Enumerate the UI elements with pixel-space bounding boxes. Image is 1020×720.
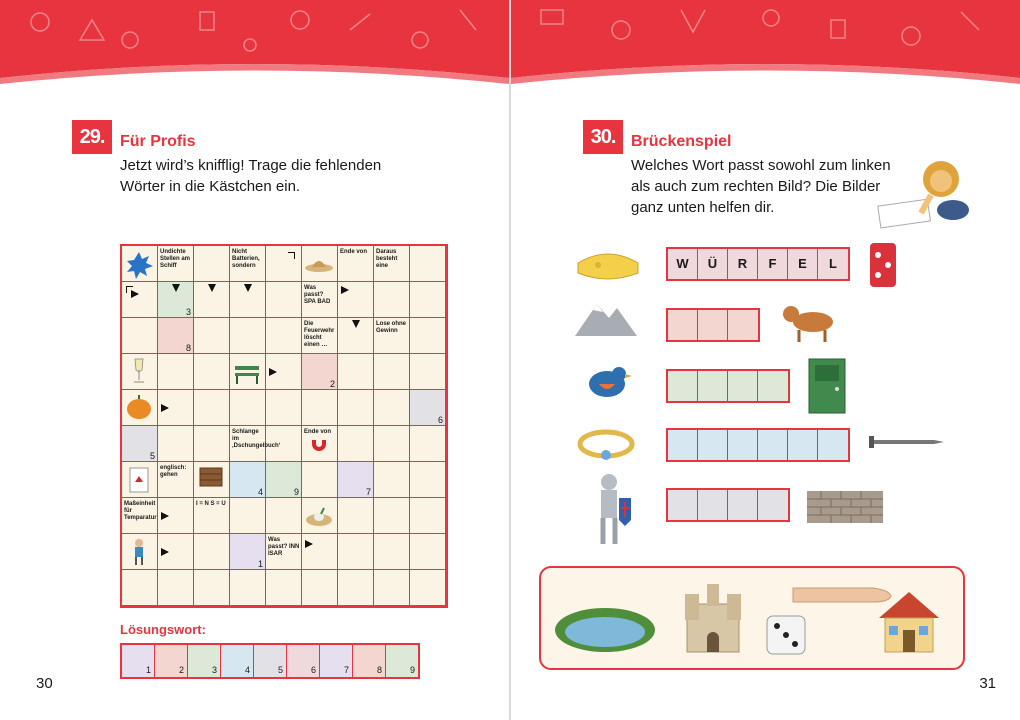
crossword-cell[interactable] [266,354,302,390]
crossword-cell[interactable] [410,354,446,390]
crossword-cell[interactable] [338,534,374,570]
header-banner [0,0,509,130]
crossword-cell[interactable] [410,570,446,606]
nail-icon [867,432,947,452]
letter-box: Ü [698,249,728,279]
crossword-cell[interactable] [410,534,446,570]
crossword-cell[interactable] [410,498,446,534]
solution-box[interactable]: 2 [155,645,188,677]
crossword-clue: Ende von [302,426,338,462]
crossword-clue: Undichte Stellen am Schiff [158,246,194,282]
dog-icon [773,296,848,346]
bridge-word-row [666,369,790,403]
crossword-picture-cell [122,534,158,570]
solution-box[interactable]: 8 [353,645,386,677]
crossword-cell[interactable] [374,534,410,570]
crossword-clue: Maßeinheit für Temparatur [122,498,158,534]
crossword-cell[interactable] [194,246,230,282]
crossword-cell[interactable] [158,534,194,570]
solution-box[interactable]: 5 [254,645,287,677]
crossword-cell[interactable] [266,426,302,462]
task-title: Für Profis [120,133,196,150]
letter-box[interactable] [668,371,698,401]
ink-splash-icon [122,246,156,280]
bridge-word-row [666,488,790,522]
letter-box[interactable] [818,430,848,460]
pumpkin-icon [122,390,156,424]
hat-icon [302,246,336,280]
crossword-picture-cell [122,390,158,426]
crossword-cell[interactable] [194,570,230,606]
crossword-cell[interactable] [122,282,158,318]
bird-icon [581,358,636,410]
crossword-cell[interactable] [338,390,374,426]
letter-box: L [818,249,848,279]
crossword-clue: I = N S = U [194,498,230,534]
solution-box[interactable]: 1 [122,645,155,677]
crossword-cell[interactable] [266,318,302,354]
page-number: 30 [36,675,53,692]
page-number: 31 [979,675,996,692]
crossword-cell[interactable] [374,354,410,390]
crossword-cell[interactable] [194,390,230,426]
crossword-cell[interactable] [230,570,266,606]
crossword-clue: Nicht Batterien, sondern [230,246,266,282]
letter-box[interactable] [698,430,728,460]
solution-box[interactable]: 4 [221,645,254,677]
solution-box[interactable]: 7 [320,645,353,677]
crossword-cell[interactable] [230,282,266,318]
cheese-icon [573,243,643,283]
crossword-picture-cell [194,462,230,498]
task-number-29: 29. [72,120,112,154]
crossword-cell[interactable] [194,282,230,318]
crossword-cell[interactable] [302,534,338,570]
task-instruction-line3: ganz unten helfen dir. [631,199,775,216]
crate-icon [194,462,228,496]
solution-word-boxes [120,643,420,679]
letter-box[interactable] [698,490,728,520]
crossword-cell[interactable] [266,390,302,426]
crossword-cell[interactable] [194,354,230,390]
crossword-cell[interactable]: 5 [122,426,158,462]
left-page [0,0,509,720]
letter-box: W [668,249,698,279]
crossword-cell[interactable] [374,390,410,426]
crossword-clue: englisch: gehen [158,462,194,498]
crossword-puzzle [120,244,448,608]
letter-box[interactable] [668,430,698,460]
crossword-cell[interactable] [266,246,302,282]
crossword-cell[interactable] [302,390,338,426]
crossword-cell[interactable] [410,282,446,318]
playing-card-icon [122,462,156,496]
castle-icon [681,576,746,656]
crossword-cell[interactable] [122,318,158,354]
task-title: Brückenspiel [631,133,732,150]
crossword-cell[interactable] [194,426,230,462]
task-instruction-line1: Welches Wort passt sowohl zum linken [631,157,891,174]
crossword-cell[interactable] [266,498,302,534]
crossword-cell[interactable] [338,498,374,534]
solution-label: Lösungswort: [120,622,206,637]
brick-wall-icon [806,490,884,524]
mug-icon [866,237,902,291]
crossword-cell[interactable] [266,570,302,606]
helper-pictures-box [539,566,965,670]
crossword-cell[interactable] [338,282,374,318]
letter-box[interactable] [758,430,788,460]
knight-icon [585,470,635,550]
crossword-picture-cell [122,354,158,390]
solution-box[interactable]: 3 [188,645,221,677]
crossword-cell[interactable] [230,318,266,354]
crossword-cell[interactable] [158,498,194,534]
door-icon [807,357,847,415]
crossword-clue: Was passt? SPA BAD [302,282,338,318]
letter-box[interactable] [728,310,758,340]
letter-box[interactable] [698,310,728,340]
glass-icon [122,354,156,388]
letter-box[interactable] [668,310,698,340]
crossword-cell[interactable] [230,390,266,426]
crossword-cell[interactable] [374,498,410,534]
letter-box[interactable] [728,430,758,460]
crossword-cell[interactable]: 4 [230,462,266,498]
crossword-cell[interactable]: 7 [338,462,374,498]
crossword-cell[interactable] [338,426,374,462]
letter-box[interactable] [698,371,728,401]
letter-box[interactable] [728,490,758,520]
mountain-icon [573,296,639,338]
lion-mascot-illustration [871,155,981,235]
crossword-clue: Schlange im ‚Dschungelbuch‘ [230,426,266,462]
letter-box[interactable] [788,430,818,460]
right-page [511,0,1020,720]
crossword-cell[interactable] [410,426,446,462]
letter-box[interactable] [728,371,758,401]
crossword-cell[interactable] [374,426,410,462]
crossword-cell[interactable]: 6 [410,390,446,426]
crossword-cell[interactable]: 2 [302,354,338,390]
crossword-cell[interactable] [194,534,230,570]
letter-box: F [758,249,788,279]
crossword-clue: Die Feuerwehr löscht einen … [302,318,338,354]
crossword-cell[interactable] [266,282,302,318]
bench-icon [230,354,264,388]
tourist-icon [122,534,156,568]
task-instruction-line2: als auch zum rechten Bild? Die Bilder [631,178,881,195]
crossword-cell[interactable] [158,426,194,462]
crossword-clue: Ende von [338,246,374,282]
crossword-cell[interactable] [410,318,446,354]
crossword-cell[interactable]: 3 [158,282,194,318]
crossword-picture-cell [302,246,338,282]
crossword-picture-cell [302,498,338,534]
crossword-cell[interactable] [338,570,374,606]
nest-icon [302,498,336,532]
crossword-cell[interactable] [374,462,410,498]
crossword-picture-cell [122,462,158,498]
crossword-picture-cell [122,246,158,282]
bridge-word-row [666,308,760,342]
crossword-cell[interactable]: 8 [158,318,194,354]
crossword-cell[interactable]: 9 [266,462,302,498]
crossword-cell[interactable] [158,354,194,390]
task-instruction-line2: Wörter in die Kästchen ein. [120,178,301,195]
crossword-clue: Daraus besteht eine [374,246,410,282]
pond-icon [551,600,659,656]
bridge-word-row [666,428,850,462]
crossword-cell[interactable] [158,570,194,606]
crossword-cell[interactable] [122,570,158,606]
crossword-picture-cell [230,354,266,390]
ring-icon [575,424,637,464]
crossword-cell[interactable] [158,390,194,426]
header-banner [511,0,1020,130]
crossword-cell[interactable] [302,570,338,606]
crossword-cell[interactable] [374,282,410,318]
house-icon [875,586,943,656]
solution-box[interactable]: 9 [386,645,418,677]
letter-box: R [728,249,758,279]
crossword-cell[interactable] [194,318,230,354]
crossword-cell[interactable] [410,462,446,498]
letter-box[interactable] [758,490,788,520]
crossword-clue: Was passt? INN ISAR [266,534,302,570]
crossword-cell[interactable]: 1 [230,534,266,570]
crossword-cell[interactable] [410,246,446,282]
crossword-cell[interactable] [338,318,374,354]
letter-box[interactable] [758,371,788,401]
crossword-cell[interactable] [338,354,374,390]
task-instruction-line1: Jetzt wird’s knifflig! Trage die fehlenden [120,157,382,174]
dice-icon [763,612,809,658]
crossword-clue: Lose ohne Gewinn [374,318,410,354]
magnet-icon [302,426,336,460]
crossword-cell[interactable] [302,462,338,498]
letter-box: E [788,249,818,279]
task-number-30: 30. [583,120,623,154]
letter-box[interactable] [668,490,698,520]
bridge-word-example [666,247,850,281]
solution-box[interactable]: 6 [287,645,320,677]
crossword-cell[interactable] [374,570,410,606]
crossword-cell[interactable] [230,498,266,534]
